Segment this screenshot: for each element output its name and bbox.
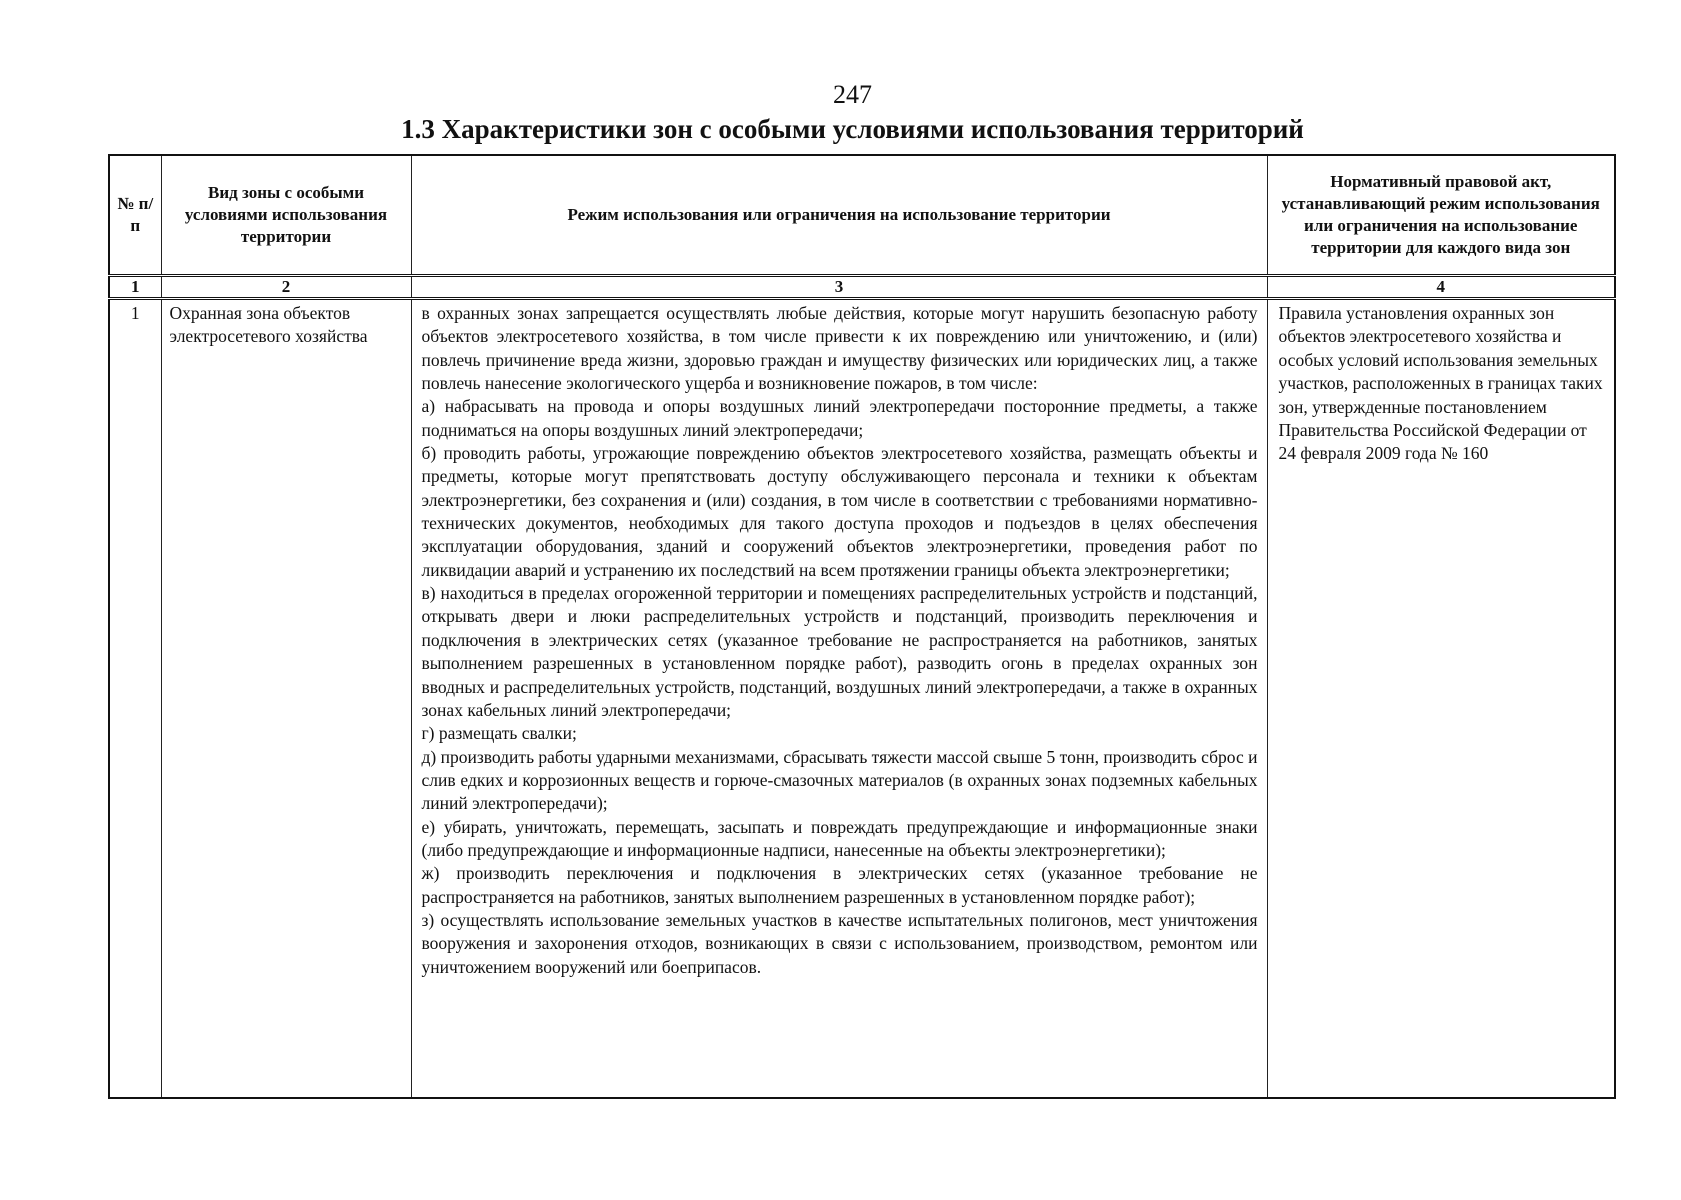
regime-item-v: в) находиться в пределах огороженной территории и помещениях распределительных устройств и подстанций, открывать двери и люки распределительных устройств и подстанций, производить переключения и подключения в электрических сетях (указанное требование не распространяется на работников, занятых выполнением разрешенных в установленном порядке работ), разводить огонь в пределах охранных зон вводных и распределительных устройств, подстанций, воздушных линий электропередачи, а также в охранных зонах кабельных линий электропередачи; [421,583,1258,720]
regime-item-a: а) набрасывать на провода и опоры воздушных линий электропередачи посторонние предметы, а также подниматься на опоры воздушных линий электропередачи; [421,396,1258,440]
regime-intro: в охранных зонах запрещается осуществлять любые действия, которые могут нарушить безопасную работу объектов электросетевого хозяйства, в том числе привести к их повреждению или уничтожению, и (или) повлечь причинение вреда жизни, здоровью граждан и имуществу физических или юридических лиц, а также повлечь нанесение экологического ущерба и возникновение пожаров, в том числе: [421,303,1258,394]
zones-table [108,154,1616,1099]
table-header-row [109,155,1615,276]
regime-item-z: з) осуществлять использование земельных участков в качестве испытательных полигонов, мест уничтожения вооружения и захоронения отходов, возникающих в связи с использованием, производством, ремонтом или уничтожением вооружений или боеприпасов. [421,909,1258,977]
column-index-4: 4 [1267,276,1615,299]
header-zone-type: Вид зоны с особыми условиями использования территории [161,155,411,276]
table-row [109,299,1615,1099]
regime-item-e: е) убирать, уничтожать, перемещать, засыпать и повреждать предупреждающие и информационные знаки (либо предупреждающие и информационные надписи, нанесенные на объекты электроэнергетики); [421,816,1258,860]
row-legal-act: Правила установления охранных зон объектов электросетевого хозяйства и особых условий использования земельных участков, расположенных в границах таких зон, утвержденные постановлением Правительства Российской Федерации от 24 февраля 2009 года № 160 [1267,299,1615,1099]
row-number: 1 [109,299,161,1099]
header-legal-act: Нормативный правовой акт, устанавливающий режим использования или ограничения на использование территории для каждого вида зон [1267,155,1615,276]
column-index-1: 1 [109,276,161,299]
page-title: 1.3 Характеристики зон с особыми условиями использования территорий [401,114,1304,144]
regime-item-d: д) производить работы ударными механизмами, сбрасывать тяжести массой свыше 5 тонн, производить сброс и слив едких и коррозионных веществ и горюче-смазочных материалов (в охранных зонах подземных кабельных линий электропередачи); [421,746,1258,814]
row-zone-type: Охранная зона объектов электросетевого хозяйства [161,299,411,1099]
column-index-3: 3 [411,276,1267,299]
page-number: 247 [833,80,872,109]
header-regime: Режим использования или ограничения на использование территории [411,155,1267,276]
column-index-2: 2 [161,276,411,299]
regime-item-b: б) проводить работы, угрожающие повреждению объектов электросетевого хозяйства, размещать объекты и предметы, которые могут препятствовать доступу обслуживающего персонала и техники к объектам электроэнергетики, без сохранения и (или) создания, в том числе в соответствии с требованиями нормативно-технических документов, необходимых для такого доступа проходов и подъездов в целях обеспечения эксплуатации оборудования, зданий и сооружений объектов электроэнергетики, проведения работ по ликвидации аварий и устранению их последствий на всем протяжении границы объекта электроэнергетики; [421,443,1258,580]
regime-item-g: г) размещать свалки; [421,723,577,744]
header-number: № п/п [109,155,161,276]
regime-item-zh: ж) производить переключения и подключения в электрических сетях (указанное требование не распространяется на работников, занятых выполнением разрешенных в установленном порядке работ); [421,863,1258,907]
row-regime [411,299,1267,1099]
column-index-row [109,276,1615,299]
